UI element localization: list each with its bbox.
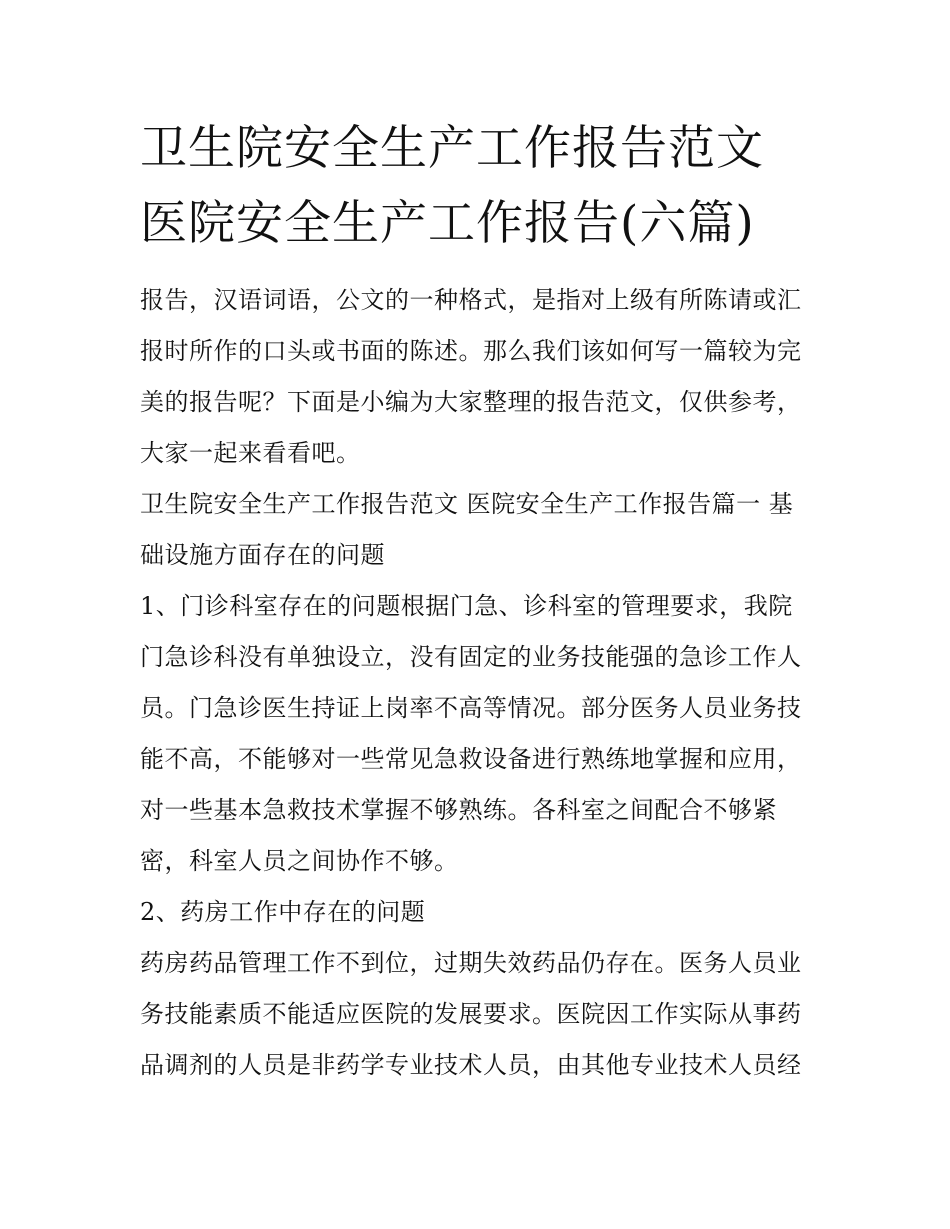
body-text-line: 报时所作的口头或书面的陈述。那么我们该如何写一篇较为完 <box>140 337 802 365</box>
body-text-line: 门急诊科没有单独设立，没有固定的业务技能强的急诊工作人 <box>140 643 802 671</box>
body-text-line: 对一些基本急救技术掌握不够熟练。各科室之间配合不够紧 <box>140 796 777 824</box>
body-text-line: 员。门急诊医生持证上岗率不高等情况。部分医务人员业务技 <box>140 694 802 722</box>
body-text-line: 品调剂的人员是非药学专业技术人员，由其他专业技术人员经 <box>140 1051 802 1079</box>
body-text-line: 1、门诊科室存在的问题根据门急、诊科室的管理要求，我院 <box>140 592 793 620</box>
body-text-line: 美的报告呢？下面是小编为大家整理的报告范文，仅供参考， <box>140 388 802 416</box>
body-text-line: 药房药品管理工作不到位，过期失效药品仍存在。医务人员业 <box>140 949 802 977</box>
body-text-line: 密，科室人员之间协作不够。 <box>140 847 459 875</box>
document-title-line-1: 卫生院安全生产工作报告范文 <box>140 121 764 176</box>
document-title-line-2: 医院安全生产工作报告(六篇) <box>140 196 755 251</box>
body-text-line: 2、药房工作中存在的问题 <box>140 898 426 926</box>
body-text-line: 卫生院安全生产工作报告范文 医院安全生产工作报告篇一 基 <box>140 490 794 518</box>
body-text-line: 能不高，不能够对一些常见急救设备进行熟练地掌握和应用， <box>140 745 802 773</box>
body-text-line: 务技能素质不能适应医院的发展要求。医院因工作实际从事药 <box>140 1000 802 1028</box>
body-text-line: 大家一起来看看吧。 <box>140 439 361 467</box>
body-text-line: 础设施方面存在的问题 <box>140 541 385 569</box>
body-text-line: 报告，汉语词语，公文的一种格式，是指对上级有所陈请或汇 <box>140 286 802 314</box>
